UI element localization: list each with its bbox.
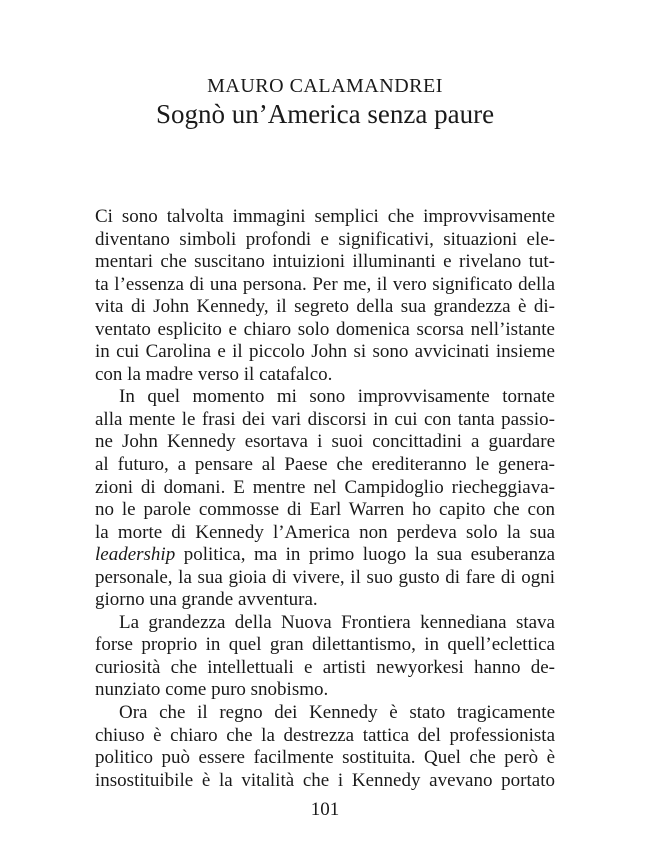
text-line: no le parole commosse di Earl Warren ho capito che con bbox=[95, 499, 555, 521]
text-line: alla mente le frasi dei vari discorsi in cui con tanta passio- bbox=[95, 408, 555, 430]
page-number: 101 bbox=[310, 799, 340, 820]
text-line: in cui Carolina e il piccolo John si sono avvicinati insieme bbox=[95, 341, 555, 363]
text-line: zioni di domani. E mentre nel Campidoglio riecheggiava- bbox=[95, 476, 555, 498]
article-title: Sognò un’America senza paure bbox=[155, 99, 495, 129]
text-line: nunziato come puro snobismo. bbox=[95, 679, 329, 701]
text-line: curiosità che intellettuali e artisti newyorkesi hanno de- bbox=[95, 656, 555, 678]
text-line: con la madre verso il catafalco. bbox=[95, 363, 333, 385]
text-line: forse proprio in quel gran dilettantismo, in quell’eclettica bbox=[95, 634, 555, 656]
text-line: politico può essere facilmente sostituita. Quel che però è bbox=[95, 747, 555, 769]
text-line: diventano simboli profondi e significativi, situazioni ele- bbox=[95, 228, 555, 250]
text-line: ta l’essenza di una persona. Per me, il vero significato della bbox=[95, 273, 555, 295]
text-line: chiuso è chiaro che la destrezza tattica del professionista bbox=[95, 724, 555, 746]
text-line: In quel momento mi sono improvvisamente tornate bbox=[119, 386, 555, 408]
text-line: personale, la sua gioia di vivere, il suo gusto di fare di ogni bbox=[95, 566, 555, 588]
text-line: al futuro, a pensare al Paese che erediteranno le genera- bbox=[95, 454, 555, 476]
article-body bbox=[95, 206, 555, 792]
text-line: ventato esplicito e chiaro solo domenica scorsa nell’istante bbox=[95, 318, 555, 340]
text-line-rest: politica, ma in primo luogo la sua esuberanza bbox=[175, 544, 555, 566]
text-line: ne John Kennedy esortava i suoi concittadini a guardare bbox=[95, 431, 555, 453]
text-line: la morte di Kennedy l’America non perdeva solo la sua bbox=[95, 521, 555, 543]
text-line bbox=[95, 544, 555, 567]
author-name: MAURO CALAMANDREI bbox=[207, 75, 443, 97]
text-line: vita di John Kennedy, il segreto della sua grandezza è di- bbox=[95, 296, 555, 318]
text-line: insostituibile è la vitalità che i Kennedy avevano portato bbox=[95, 769, 555, 791]
text-line: mentari che suscitano intuizioni illuminanti e rivelano tut- bbox=[95, 251, 555, 273]
text-line: Ci sono talvolta immagini semplici che improvvisamente bbox=[95, 206, 555, 227]
text-line: giorno una grande avventura. bbox=[95, 589, 318, 611]
italic-word: leadership bbox=[95, 544, 176, 566]
text-line: Ora che il regno dei Kennedy è stato tragicamente bbox=[119, 702, 555, 724]
text-line: La grandezza della Nuova Frontiera kennediana stava bbox=[119, 611, 555, 633]
